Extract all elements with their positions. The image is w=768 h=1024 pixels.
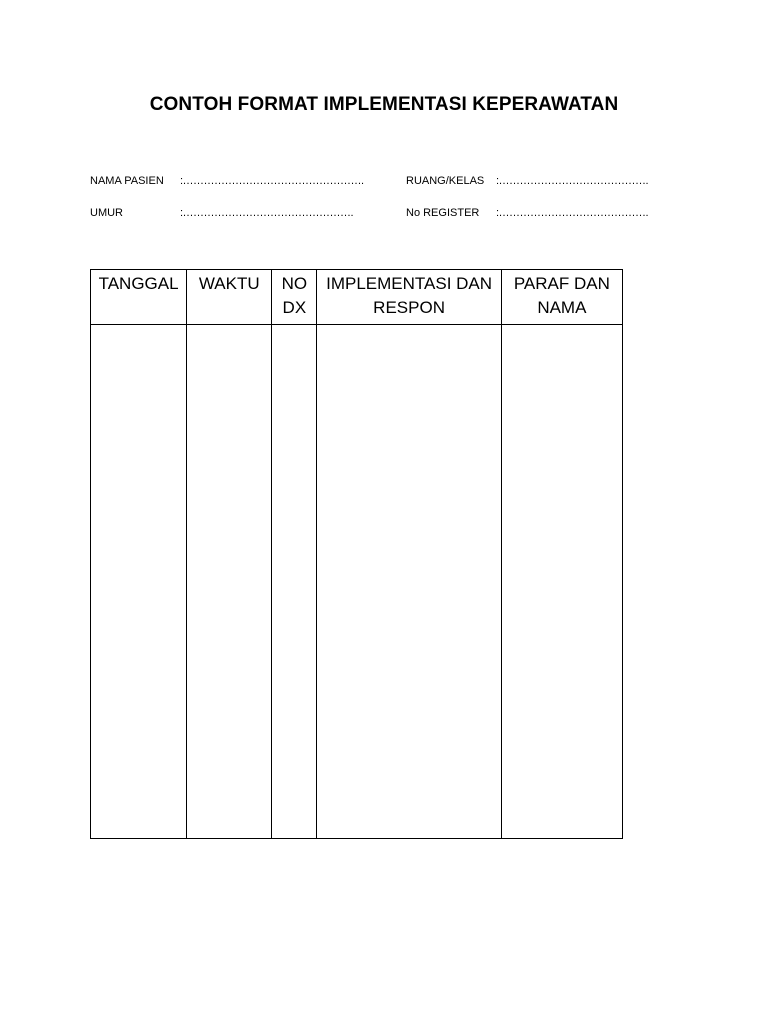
table-row xyxy=(91,325,623,839)
document-title: CONTOH FORMAT IMPLEMENTASI KEPERAWATAN xyxy=(149,94,619,115)
header-waktu xyxy=(187,270,272,325)
table-header-row xyxy=(91,270,623,325)
cell-no-dx[interactable] xyxy=(272,325,317,839)
cell-implementasi[interactable] xyxy=(317,325,501,839)
umur-field xyxy=(90,207,353,219)
ruang-kelas-field xyxy=(406,175,648,187)
header-implementasi-line-2: RESPON xyxy=(373,298,445,317)
nama-pasien-value[interactable]: :……………………………………………. xyxy=(180,175,364,187)
umur-label: UMUR xyxy=(90,207,123,219)
header-no-dx-line-2: DX xyxy=(282,298,307,317)
cell-waktu[interactable] xyxy=(187,325,272,839)
header-paraf xyxy=(501,270,622,325)
implementasi-table xyxy=(90,269,623,839)
header-implementasi-line-1: IMPLEMENTASI DAN xyxy=(326,274,493,293)
header-no-dx xyxy=(272,270,317,325)
cell-tanggal[interactable] xyxy=(91,325,187,839)
no-register-label: No REGISTER xyxy=(406,207,480,219)
nama-pasien-field xyxy=(90,175,364,187)
header-tanggal xyxy=(91,270,187,325)
cell-paraf[interactable] xyxy=(501,325,622,839)
nama-pasien-label: NAMA PASIEN xyxy=(90,175,164,187)
no-register-value[interactable]: :……………………………………. xyxy=(496,207,649,219)
header-paraf-line-2: NAMA xyxy=(537,298,587,317)
header-paraf-line-1: PARAF DAN xyxy=(513,274,610,293)
umur-value[interactable]: :…………………………………………. xyxy=(180,207,354,219)
no-register-field xyxy=(406,207,648,219)
ruang-kelas-label: RUANG/KELAS xyxy=(406,175,485,187)
header-waktu-line-1: WAKTU xyxy=(198,274,260,293)
header-tanggal-line-1: TANGGAL xyxy=(98,274,179,293)
header-implementasi xyxy=(317,270,501,325)
ruang-kelas-value[interactable]: :……………………………………. xyxy=(496,175,649,187)
header-no-dx-line-1: NO xyxy=(281,274,308,293)
